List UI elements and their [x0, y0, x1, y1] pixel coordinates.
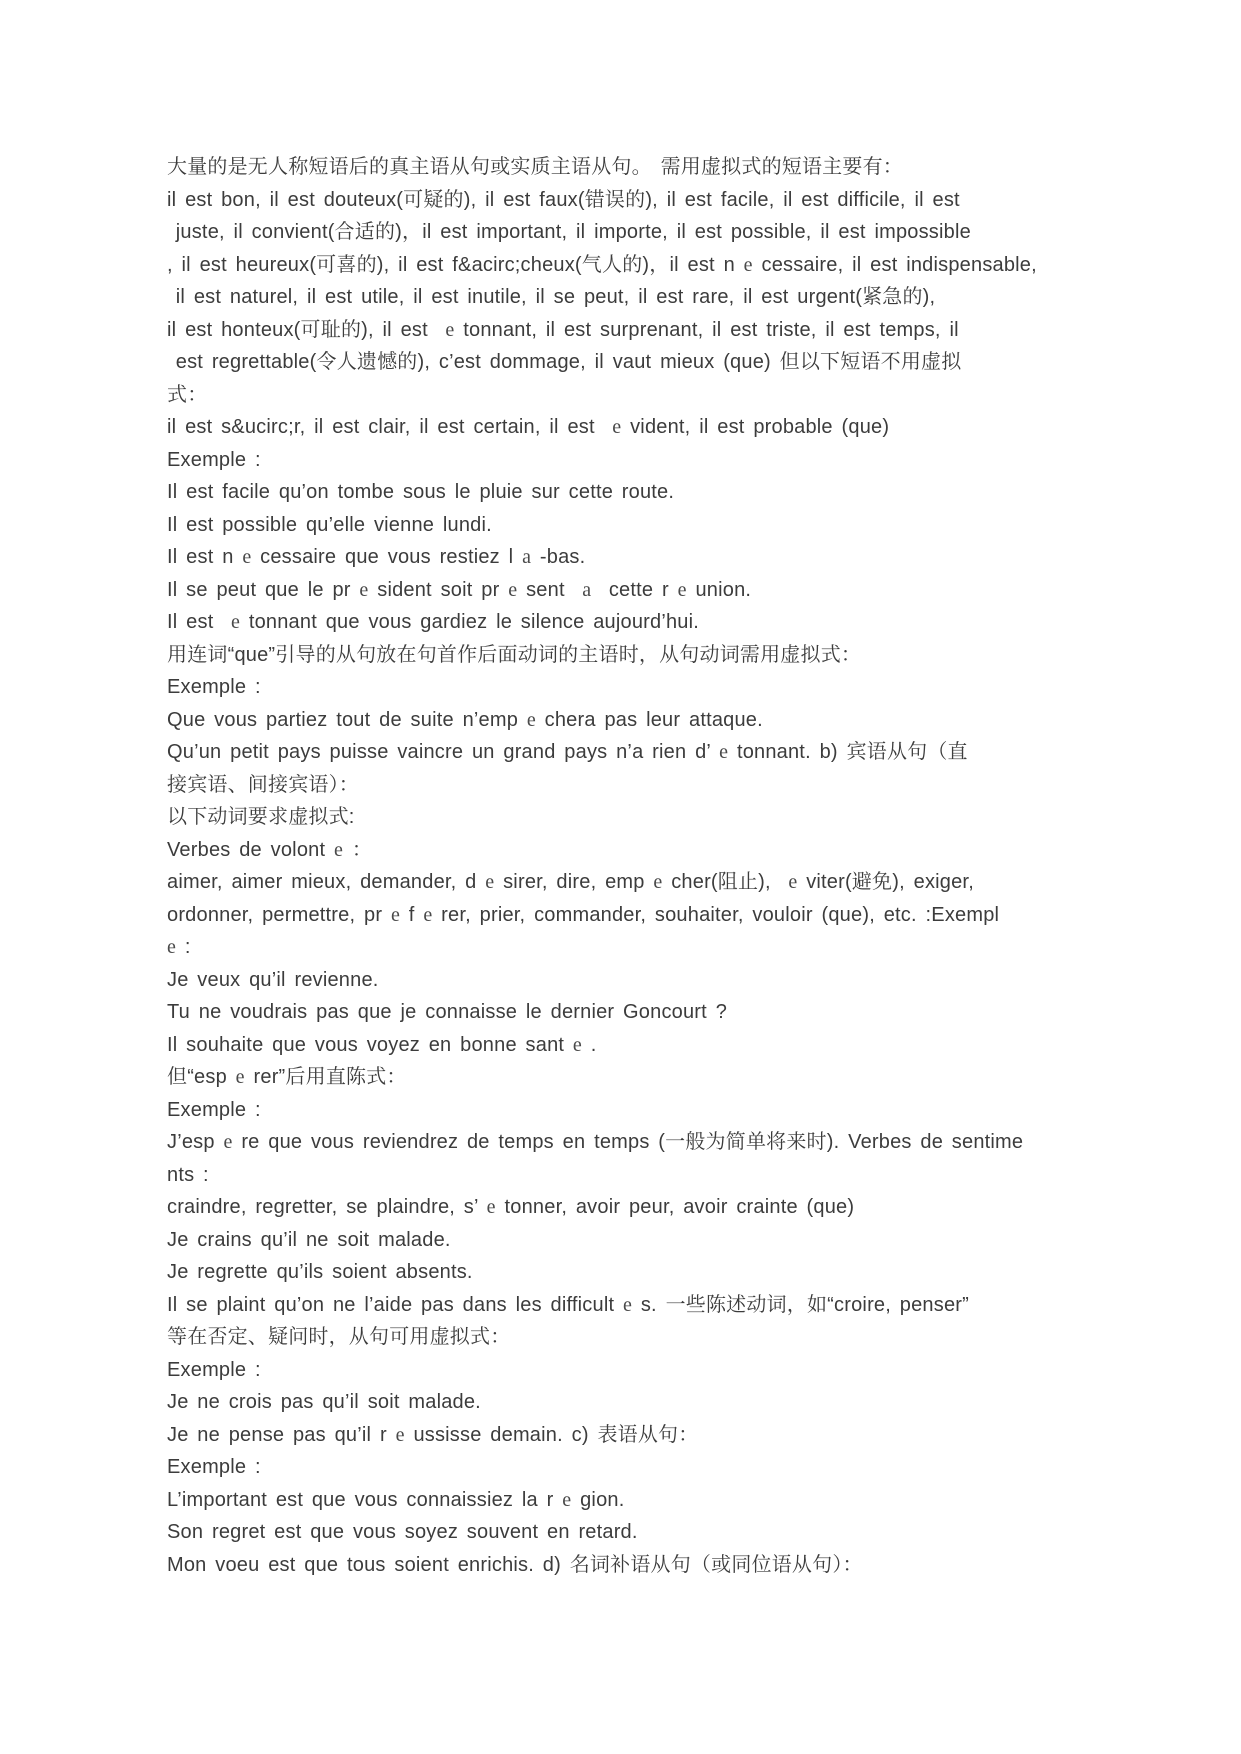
text-line: Exemple : [167, 676, 261, 698]
text-line: il est honteux(可耻的), il est e tonnant, il est surprenant, il est triste, il est temps, il [167, 318, 959, 341]
text-line: Tu ne voudrais pas que je connaisse le dernier Goncourt ? [167, 1001, 728, 1023]
text-line: nts : [167, 1163, 209, 1186]
accent-letter: e [526, 708, 536, 731]
text-line: craindre, regretter, se plaindre, s’ e tonner, avoir peur, avoir crainte (que) [167, 1196, 855, 1218]
text-line: Il se plaint qu’on ne l’aide pas dans les difficult e s. 一些陈述动词，如“croire, penser” [167, 1293, 969, 1316]
text-line: 大量的是无人称短语后的真主语从句或实质主语从句。 需用虚拟式的短语主要有： [167, 156, 903, 178]
text-line: 等在否定、疑问时，从句可用虚拟式： [167, 1326, 511, 1348]
text-line: J’esp e re que vous reviendrez de temps en temps (一般为简单将来时). Verbes de sentime [167, 1131, 1024, 1153]
text-line: , il est heureux(可喜的), il est f&acirc;cheux(气人的)，il est n e cessaire, il est indispensable, [167, 253, 1037, 276]
text-line: 用连词“que”引导的从句放在句首作后面动词的主语时，从句动词需用虚拟式： [167, 643, 862, 666]
accent-letter: a [582, 578, 592, 601]
text-line: 接宾语、间接宾语）： [167, 773, 359, 796]
accent-letter: e [788, 871, 798, 893]
text-line: e : [167, 936, 191, 958]
accent-letter: a [522, 546, 532, 568]
text-line: Exemple : [167, 1098, 261, 1121]
accent-letter: e [167, 936, 177, 958]
accent-letter: e [508, 578, 518, 601]
accent-letter: e [653, 871, 663, 893]
accent-letter: e [359, 578, 369, 601]
accent-letter: e [235, 1066, 245, 1088]
text-line: il est bon, il est douteux(可疑的), il est faux(错误的), il est facile, il est difficile, il est [167, 188, 960, 211]
text-line: Je regrette qu’ils soient absents. [167, 1261, 473, 1283]
text-line: il est s&ucirc;r, il est clair, il est certain, il est e vident, il est probable (que) [167, 416, 890, 438]
accent-letter: e [677, 578, 687, 601]
text-line: il est naturel, il est utile, il est inutile, il se peut, il est rare, il est urgent(紧急的), [175, 286, 936, 308]
text-line: 但“esp e rer”后用直陈式： [167, 1066, 407, 1088]
text-line: Je crains qu’il ne soit malade. [167, 1228, 451, 1251]
text-line: Qu’un petit pays puisse vaincre un grand pays n’a rien d’ e tonnant. b) 宾语从句（直 [167, 741, 968, 763]
accent-letter: e [486, 1196, 496, 1218]
text-line: Il est e tonnant que vous gardiez le silence aujourd’hui. [167, 611, 700, 633]
text-line: Il est facile qu’on tombe sous le pluie sur cette route. [167, 481, 675, 503]
accent-letter: e [719, 741, 729, 763]
text-line: 以下动词要求虚拟式: [167, 806, 355, 828]
accent-letter: e [223, 1131, 233, 1153]
accent-letter: e [623, 1293, 633, 1316]
accent-letter: e [334, 838, 344, 861]
text-line: Que vous partiez tout de suite n’emp e chera pas leur attaque. [167, 708, 763, 731]
text-line: Il est n e cessaire que vous restiez l a -bas. [167, 546, 586, 568]
text-line: Je ne pense pas qu’il r e ussisse demain. c) 表语从句： [167, 1423, 699, 1446]
accent-letter: e [743, 253, 753, 276]
text-line: Il est possible qu’elle vienne lundi. [167, 513, 492, 536]
document-body [167, 151, 1117, 1581]
text-line: juste, il convient(合适的)，il est important, il importe, il est possible, il est impossible [175, 221, 971, 243]
text-line: ordonner, permettre, pr e f e rer, prier, commander, souhaiter, vouloir (que), etc. :Exempl [167, 903, 1000, 926]
text-line: Son regret est que vous soyez souvent en retard. [167, 1521, 638, 1543]
accent-letter: e [612, 416, 622, 438]
text-line: Il souhaite que vous voyez en bonne sant e . [167, 1033, 597, 1056]
accent-letter: e [562, 1488, 572, 1511]
accent-letter: e [572, 1033, 582, 1056]
accent-letter: e [445, 318, 455, 341]
text-line: Verbes de volont e ： [167, 838, 373, 861]
accent-letter: e [242, 546, 252, 568]
accent-letter: e [485, 871, 495, 893]
text-line: aimer, aimer mieux, demander, d e sirer, dire, emp e cher(阻止), e viter(避免), exiger, [167, 871, 974, 893]
text-line: Exemple : [167, 448, 261, 471]
accent-letter: e [390, 903, 401, 926]
text-line: L’important est que vous connaissiez la r e gion. [167, 1488, 625, 1511]
accent-letter: e [395, 1423, 405, 1446]
text-line: Exemple : [167, 1456, 261, 1478]
accent-letter: e [230, 611, 241, 633]
text-line: Exemple : [167, 1358, 261, 1381]
text-line: Il se peut que le pr e sident soit pr e sent a cette r e union. [167, 578, 752, 601]
text-line: est regrettable(令人遗憾的), c’est dommage, il vaut mieux (que) 但以下短语不用虚拟 [175, 351, 962, 373]
accent-letter: e [423, 903, 433, 926]
text-line: Mon voeu est que tous soient enrichis. d) 名词补语从句（或同位语从句）： [167, 1553, 863, 1576]
text-line: Je veux qu’il revienne. [167, 968, 379, 991]
text-line: 式： [167, 383, 208, 406]
text-line: Je ne crois pas qu’il soit malade. [167, 1391, 481, 1413]
